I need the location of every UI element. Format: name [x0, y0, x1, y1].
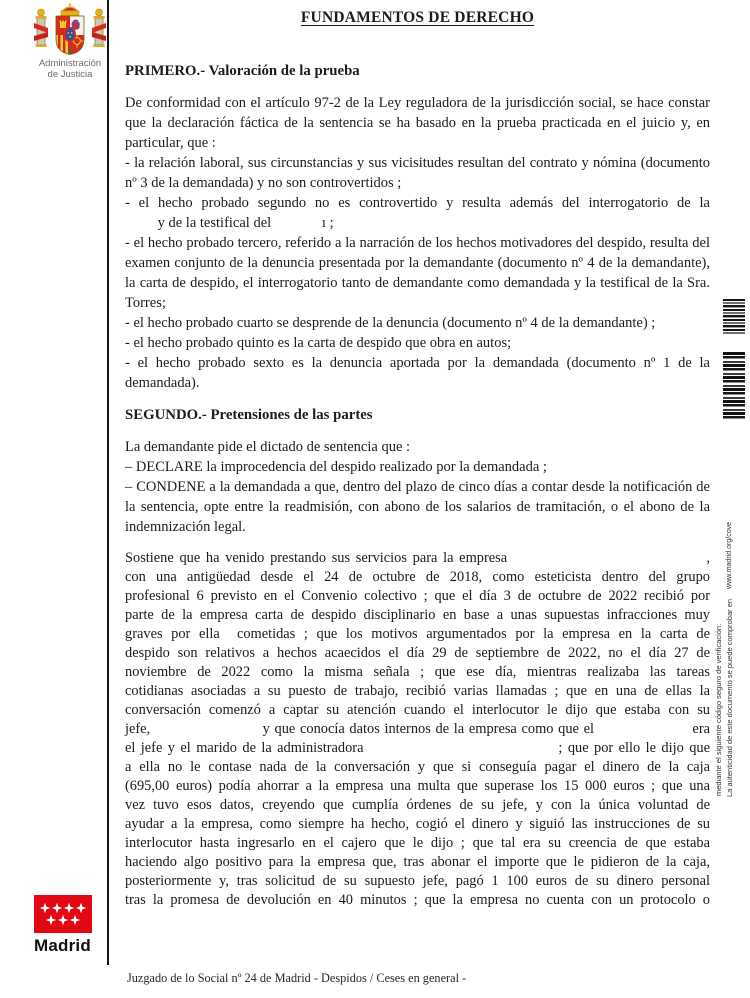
paragraph: - el hecho probado cuarto se desprende de la denuncia (documento nº 4 de la demandante) ; [125, 315, 656, 331]
vertical-divider-rule [107, 0, 109, 965]
verification-text-line1 [725, 522, 735, 797]
paragraph-line: jefe, y que conocía datos internos de la empresa como que el era [125, 721, 710, 737]
footer-text: Juzgado de lo Social nº 24 de Madrid - Despidos / Ceses en general - [127, 971, 467, 985]
paragraph-line: con una antigüedad desde el 24 de octubre de 2018, como esteticista dentro del grupo [125, 569, 710, 585]
paragraph-line: parte de la empresa carta de despido disciplinario en base a unas supuestas infracciones muy [125, 607, 710, 623]
paragraph-line: haciendo algo positivo para la empresa que, tras abonar el importe que le pidieron de la caja, [125, 854, 710, 870]
section-heading: SEGUNDO.- Pretensiones de las partes [125, 407, 373, 423]
paragraph: - el hecho probado quinto es la carta de despido que obra en autos; [125, 335, 512, 351]
paragraph-line: - el hecho probado segundo no es controvertido y resulta además del interrogatorio de la [125, 195, 710, 211]
section-heading: PRIMERO.- Valoración de la prueba [125, 63, 360, 79]
paragraph: – DECLARE la improcedencia del despido realizado por la demandada ; [125, 459, 547, 475]
spacer [125, 537, 710, 549]
paragraph-line: despido son relativos a hechos acaecidos el día 29 de septiembre de 2022, no el día 27 de [125, 645, 710, 661]
paragraph-line: cotidianas asociadas a su puesto de trabajo, recibió varias llamadas ; que en una de ellas la [125, 683, 710, 699]
madrid-flag-icon [34, 895, 92, 933]
spacer [125, 81, 710, 93]
paragraph-line: ayudar a la empresa, como siempre ha hecho, cogió el dinero y siguió las instrucciones de su [125, 816, 710, 832]
paragraph-line: Sostiene que ha venido prestando sus servicios para la empresa , [125, 550, 710, 566]
madrid-logo [34, 895, 98, 956]
paragraph-line: interlocutor hasta ingresarlo en el cajero que le dijo ; que tal era su creencia de que estaba [125, 835, 710, 851]
paragraph-line: vez tuvo esos datos, creyendo que cumplía órdenes de su jefe, y con la única voluntad de [125, 797, 710, 813]
admin-caption-line1: Administración [38, 58, 102, 69]
spacer [125, 425, 710, 437]
barcode-icon [723, 352, 745, 421]
barcode-icon [723, 299, 745, 334]
paragraph: La demandante pide el dictado de sentencia que : [125, 439, 411, 455]
paragraph: - el hecho probado sexto es la denuncia aportada por la demandada (documento nº 1 de la demandada). [125, 355, 710, 391]
document-title: FUNDAMENTOS DE DERECHO [300, 9, 535, 26]
paragraph-line: graves por ella cometidas ; que los motivos argumentados por la empresa en la carta de [125, 626, 710, 642]
verification-url: www.madrid.org/cove [726, 522, 733, 589]
document-text-blocks [125, 61, 710, 910]
paragraph: - el hecho probado tercero, referido a la narración de los hechos motivadores del despido, resulta del examen conjunto de la denuncia presentada por la demandante (documento nº 4 de la demandante), la carta de despido, el interrogatorio tanto de demandante como demandada y la testifical de la Sra. Torres; [125, 235, 710, 311]
admin-caption-line2: de Justicia [47, 69, 93, 80]
redacted-line: y de la testifical del ı ; [125, 215, 334, 231]
verification-sentence: La autenticidad de este documento se puede comprobar en [725, 598, 734, 797]
verification-text-line2: mediante el siguiente código seguro de verificación: [714, 623, 723, 796]
paragraph-line: tras la promesa de devolución en 40 minutos ; que la empresa no cuenta con un protocolo o [125, 892, 710, 908]
paragraph-line: a ella no le contase nada de la conversación y que si conseguía pagar el dinero de la caja [125, 759, 710, 775]
paragraph-line: posteriormente y, tras solicitud de su supuesto jefe, pagó 1 100 euros de su dinero personal [125, 873, 710, 889]
document-body [125, 0, 710, 910]
paragraph-line: conversación comenzó a captar su atención cuando el interlocutor le dijo que estaba con su [125, 702, 710, 718]
paragraph-line: el jefe y el marido de la administradora ; que por ello le dijo que [125, 740, 710, 756]
paragraph-line: profesional 6 previsto en el Convenio colectivo ; que el día 3 de octubre de 2022 recibió por [125, 588, 710, 604]
paragraph: De conformidad con el artículo 97-2 de la Ley reguladora de la jurisdicción social, se hace constar que la declaración fáctica de la sentencia se ha basado en la prueba practicada en el juicio y, en particular, que : [125, 95, 710, 151]
paragraph: - la relación laboral, sus circunstancias y sus vicisitudes resultan del contrato y nómina (documento nº 3 de la demandada) y no son controvertidos ; [125, 155, 710, 191]
paragraph: – CONDENE a la demandada a que, dentro del plazo de cinco días a contar desde la notificación de la sentencia, opte entre la readmisión, con abono de los salarios de tramitación, o el abono de la indemnización legal. [125, 479, 710, 535]
spain-coat-of-arms-icon [33, 3, 107, 59]
madrid-label: Madrid [34, 936, 91, 955]
paragraph-line: noviembre de 2022 como la misma señala ; que ese día, mientras realizaba las tareas [125, 664, 710, 680]
paragraph-line: (695,00 euros) podía ahorrar a la empresa una multa que superase los 15 000 euros ; que una [125, 778, 710, 794]
